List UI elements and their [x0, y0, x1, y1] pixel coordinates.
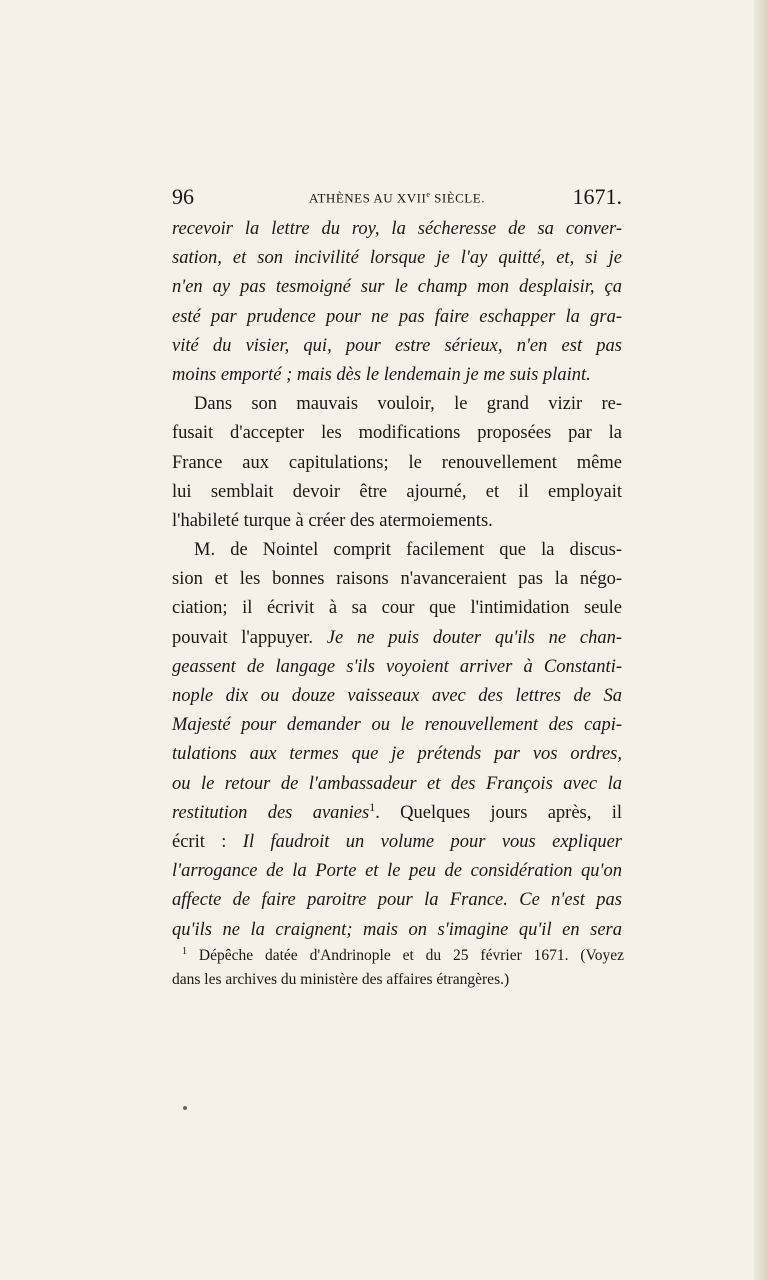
text-line: affecte de faire paroitre pour la France. Ce n'est pas: [172, 890, 622, 911]
body-text: [172, 215, 622, 945]
text-line: l'arrogance de la Porte et le peu de considération qu'on: [172, 861, 622, 882]
text-line: fusait d'accepter les modifications proposées par la: [172, 423, 622, 444]
footnote-reference: 1: [369, 799, 376, 814]
text-line: recevoir la lettre du roy, la sécheresse de sa conver-: [172, 219, 622, 239]
footnote: [172, 944, 624, 992]
text-line: M. de Nointel comprit facilement que la discus-: [194, 540, 622, 561]
running-head-title: ATHÈNES AU XVII: [309, 190, 427, 206]
text-italic: Je ne puis douter qu'ils ne chan-: [326, 627, 622, 648]
text-line: esté par prudence pour ne pas faire eschapper la gra-: [172, 306, 622, 327]
text-line: sion et les bonnes raisons n'avanceraient pas la négo-: [172, 569, 622, 590]
text-line: l'habileté turque à créer des atermoiements.: [172, 510, 493, 531]
page-number: 96: [172, 184, 194, 209]
text-line: [172, 799, 622, 828]
text-line: [172, 828, 622, 857]
paper-speck: [183, 1106, 187, 1110]
footnote-text-1: Dépêche datée d'Andrinople et du 25 février 1671. (Voyez: [198, 947, 624, 964]
text-roman: pouvait l'appuyer.: [172, 627, 327, 648]
footnote-mark: 1: [182, 945, 187, 957]
text-line: geassent de langage s'ils voyoient arriver à Constanti-: [172, 656, 622, 677]
text-line: nople dix ou douze vaisseaux avec des lettres de Sa: [172, 686, 622, 706]
text-line: ou le retour de l'ambassadeur et des François avec la: [172, 773, 622, 794]
text-line: moins emporté ; mais dès le lendemain je me suis plaint.: [172, 364, 591, 385]
text-italic: Il faudroit un volume pour vous expliquer: [242, 831, 622, 852]
text-line: Majesté pour demander ou le renouvellement des capi-: [172, 715, 622, 736]
footnote-line: dans les archives du ministère des affaires étrangères.): [172, 971, 510, 988]
text-line: vité du visier, qui, pour estre sérieux, n'en est pas: [172, 335, 622, 356]
text-line: n'en ay pas tesmoigné sur le champ mon desplaisir, ça: [172, 277, 622, 298]
text-line: lui semblait devoir être ajourné, et il employait: [172, 481, 622, 502]
text-line: France aux capitulations; le renouvellement même: [172, 452, 622, 473]
page-edge: [754, 0, 768, 1280]
footnote-line: [172, 944, 624, 968]
text-roman: écrit :: [172, 831, 243, 852]
text-line: Dans son mauvais vouloir, le grand vizir re-: [194, 394, 622, 415]
page-header: [172, 184, 622, 212]
running-head-end: SIÈCLE.: [430, 190, 485, 206]
text-line: [172, 624, 622, 653]
text-line: tulations aux termes que je prétends par vos ordres,: [172, 744, 622, 765]
running-head-year: 1671.: [572, 184, 622, 209]
text-roman: . Quelques jours après, il: [375, 802, 622, 823]
text-italic: restitution des avanies: [172, 802, 370, 823]
running-head-sup: e: [426, 190, 431, 199]
text-line: qu'ils ne la craignent; mais on s'imagine qu'il en sera: [172, 919, 622, 940]
running-head: [172, 190, 622, 206]
text-line: sation, et son incivilité lorsque je l'ay quitté, et, si je: [172, 248, 622, 269]
text-line: ciation; il écrivit à sa cour que l'intimidation seule: [172, 598, 622, 619]
